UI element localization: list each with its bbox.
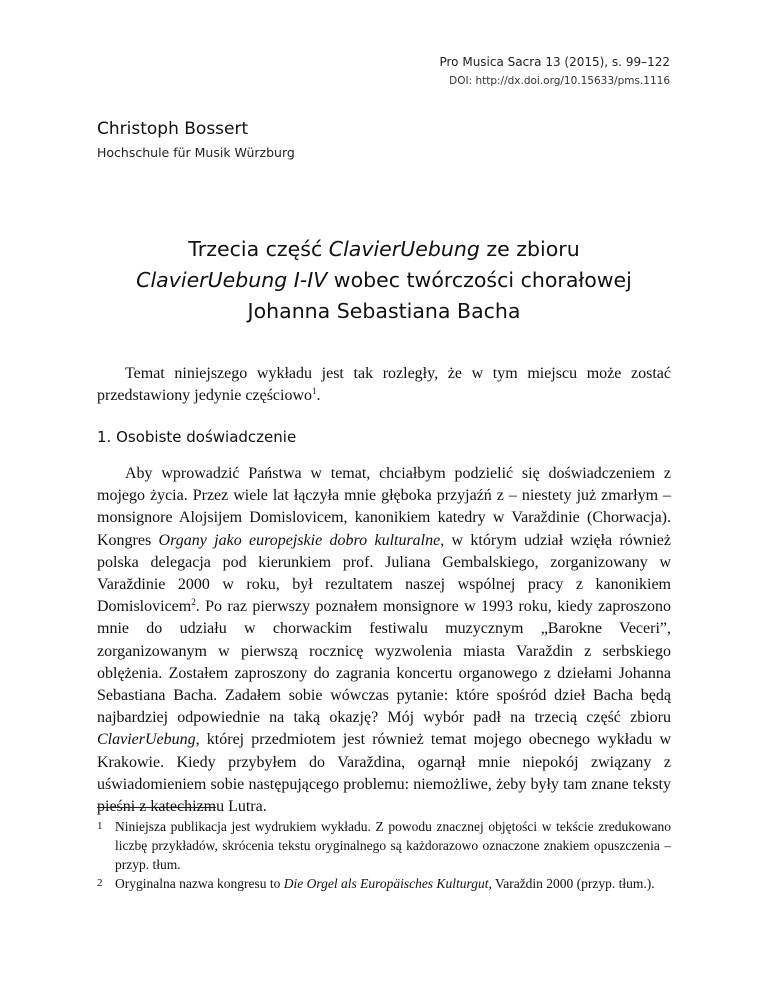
article-title: [97, 234, 671, 327]
intro-text: Temat niniejszego wykładu jest tak rozległy, że w tym miejscu może zostać przedstawiony jedynie częściowo: [97, 365, 671, 405]
footnote-text: Niniejsza publikacja jest wydrukiem wykładu. Z powodu znacznej objętości w tekście zredukowano liczbę przykładów, skrócenia tekstu oryginalnego są każdorazowo oznaczone znakiem opuszczenia – przyp. tłum.: [115, 819, 671, 872]
footnote-2: 2 Oryginalna nazwa kongresu to Die Orgel als Europäisches Kulturgut, Varaždin 2000 (przyp. tłum.).: [97, 876, 655, 891]
doi-link[interactable]: DOI: http://dx.doi.org/10.15633/pms.1116: [449, 75, 670, 87]
footnote-1: [97, 817, 671, 874]
body-paragraph: Aby wprowadzić Państwa w temat, chciałbym podzielić się doświadczeniem z mojego życia. Przez wiele lat łączyła mnie głęboka przyjaźń z – niestety już zmarłym – monsignore Alojsijem Domislovicem, kanonikiem katedry w Varaždinie (Chorwacja). Kongres Organy jako europejskie dobro kulturalne, w którym udział wzięła również polska delegacja pod kierunkiem prof. Juliana Gembalskiego, zorganizowany w Varaždinie 2000 w roku, był rezultatem naszej wspólnej pracy z kanonikiem Domislovicem$^2$. Po raz pierwszy poznałem monsignore w 1993 roku, kiedy zaproszono mnie do udziału w chorwackim festiwalu muzycznym „Barokne Veceri”, zorganizowanym w pierwszą rocznicę wyzwolenia miasta Varaždin z serbskiego oblężenia. Zostałem zaproszony do zagrania koncertu organowego z dziełami Johanna Sebastiana Bacha. Zadałem sobie wówczas pytanie: które spośród dzieł Bacha będą najbardziej odpowiednie na taką okazję? Mój wybór padł na trzecią część zbioru ClavierUebung, której przedmiotem jest również temat mojego obecnego wykładu w Krakowie. Kiedy przybyłem do Varaždina, ogarnął mnie niepokój związany z uświadomieniem sobie następującego problemu: niemożliwe, żeby były tam znane teksty pieśni z katechizmu Lutra.: [97, 465, 672, 816]
title-text: ze zbioru: [479, 237, 580, 261]
title-italic-work: ClavierUebung: [328, 237, 480, 261]
title-text: Johanna Sebastiana Bacha: [247, 299, 521, 323]
footnote-number: 2: [97, 877, 103, 889]
title-italic-collection: ClavierUebung I-IV: [136, 268, 328, 292]
author-name: Christoph Bossert: [97, 119, 249, 139]
footnotes: [97, 817, 671, 893]
section-heading: 1. Osobiste doświadczenie: [97, 428, 297, 446]
journal-citation: Pro Musica Sacra 13 (2015), s. 99–122: [439, 55, 670, 69]
author-affiliation: Hochschule für Musik Würzburg: [97, 145, 295, 160]
footnote-ref-2[interactable]: 2: [191, 597, 196, 608]
running-header: [439, 55, 670, 87]
intro-paragraph: Temat niniejszego wykładu jest tak rozległy, że w tym miejscu może zostać przedstawiony jedynie częściowo$^1$.: [97, 365, 671, 405]
title-text: Trzecia część: [188, 237, 329, 261]
footnote-number: 1: [97, 820, 103, 832]
italic-congress-title: Organy jako europejskie dobro kulturalne: [158, 531, 441, 549]
italic-work-title: ClavierUebung: [97, 731, 196, 749]
title-text: wobec twórczości chorałowej: [327, 268, 632, 292]
footnote-divider: [97, 807, 216, 808]
footnote-ref-1[interactable]: 1: [312, 386, 317, 397]
footnote-italic-title: Die Orgel als Europäisches Kulturgut: [283, 876, 489, 891]
